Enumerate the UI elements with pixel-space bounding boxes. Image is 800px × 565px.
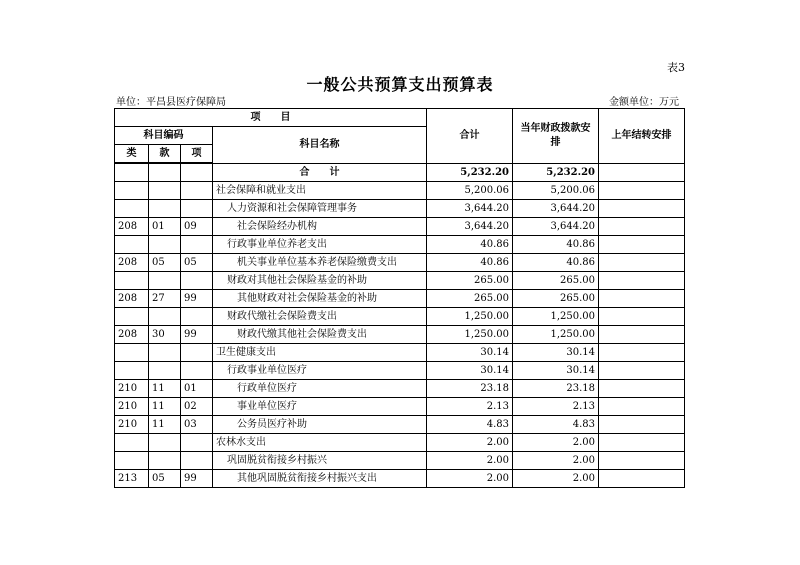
cell-current: 2.00 [513,451,599,469]
header-total: 合计 [427,109,513,164]
cell-total: 4.83 [427,415,513,433]
cell-total: 23.18 [427,379,513,397]
cell-xiang [181,181,213,199]
cell-xiang [181,361,213,379]
cell-xiang: 09 [181,217,213,235]
cell-xiang [181,307,213,325]
cell-xiang: 05 [181,253,213,271]
table-row [115,379,685,397]
cell-name: 事业单位医疗 [213,397,427,415]
cell-total: 2.00 [427,433,513,451]
cell-kuan [149,433,181,451]
cell-xiang [181,271,213,289]
cell-current: 4.83 [513,415,599,433]
budget-table [114,108,685,488]
cell-name: 机关事业单位基本养老保险缴费支出 [213,253,427,271]
cell-total: 40.86 [427,253,513,271]
cell-kuan [149,271,181,289]
cell-total: 30.14 [427,361,513,379]
cell-xiang: 99 [181,289,213,307]
cell-lei [115,343,149,361]
cell-name: 社会保障和就业支出 [213,181,427,199]
total-current: 5,232.20 [513,163,599,181]
cell-kuan: 05 [149,469,181,487]
cell-xiang: 03 [181,415,213,433]
cell-current: 1,250.00 [513,307,599,325]
cell-carry [599,271,685,289]
table-row [115,253,685,271]
cell-kuan: 30 [149,325,181,343]
cell-kuan: 05 [149,253,181,271]
cell-total: 265.00 [427,271,513,289]
cell-lei: 208 [115,253,149,271]
table-row [115,361,685,379]
cell-xiang [181,451,213,469]
cell-lei: 208 [115,289,149,307]
cell-name: 行政单位医疗 [213,379,427,397]
cell-kuan [149,307,181,325]
cell-lei [115,307,149,325]
cell-xiang [181,235,213,253]
cell-carry [599,253,685,271]
cell-total: 2.00 [427,469,513,487]
cell-current: 265.00 [513,271,599,289]
cell-lei [115,181,149,199]
cell-total: 1,250.00 [427,307,513,325]
cell-carry [599,289,685,307]
cell-carry [599,325,685,343]
cell-xiang: 02 [181,397,213,415]
cell-kuan [149,181,181,199]
cell-name: 其他财政对社会保险基金的补助 [213,289,427,307]
table-row [115,271,685,289]
cell-total: 2.00 [427,451,513,469]
cell-current: 5,200.06 [513,181,599,199]
cell-lei: 210 [115,379,149,397]
cell-current: 2.13 [513,397,599,415]
cell-name: 卫生健康支出 [213,343,427,361]
table-row [115,397,685,415]
cell-total: 30.14 [427,343,513,361]
cell-lei: 210 [115,415,149,433]
cell-current: 265.00 [513,289,599,307]
cell-carry [599,181,685,199]
header-current-year: 当年财政拨款安排 [513,109,599,164]
cell-xiang: 99 [181,469,213,487]
cell-current: 3,644.20 [513,217,599,235]
cell-current: 1,250.00 [513,325,599,343]
cell-kuan [149,235,181,253]
table-row [115,433,685,451]
cell-current: 30.14 [513,343,599,361]
cell-total: 2.13 [427,397,513,415]
table-row [115,343,685,361]
unit-label: 单位：平昌县医疗保障局 [116,97,226,108]
cell-lei: 208 [115,217,149,235]
cell-current: 2.00 [513,469,599,487]
cell-name: 公务员医疗补助 [213,415,427,433]
header-kuan: 款 [149,145,181,164]
cell-kuan: 11 [149,397,181,415]
cell-current: 23.18 [513,379,599,397]
total-row [115,163,685,181]
header-xiang: 项 [181,145,213,164]
total-carry [599,163,685,181]
cell-current: 30.14 [513,361,599,379]
header-code-group: 科目编码 [115,127,213,145]
cell-total: 40.86 [427,235,513,253]
cell-name: 社会保险经办机构 [213,217,427,235]
table-row [115,235,685,253]
cell-lei [115,451,149,469]
page-title: 一般公共预算支出预算表 [306,75,494,94]
cell-name: 人力资源和社会保障管理事务 [213,199,427,217]
cell-xiang: 01 [181,379,213,397]
cell-name: 财政代缴社会保险费支出 [213,307,427,325]
cell-carry [599,307,685,325]
cell-carry [599,397,685,415]
total-sum: 5,232.20 [427,163,513,181]
cell-kuan [149,343,181,361]
cell-xiang [181,433,213,451]
cell-carry [599,361,685,379]
table-row [115,289,685,307]
header-name: 科目名称 [213,127,427,164]
total-label: 合 计 [213,163,427,181]
cell-carry [599,235,685,253]
cell-kuan [149,199,181,217]
cell-lei [115,433,149,451]
cell-name: 行政事业单位医疗 [213,361,427,379]
cell-current: 40.86 [513,235,599,253]
cell-carry [599,199,685,217]
table-row [115,199,685,217]
cell-lei [115,271,149,289]
cell-xiang [181,343,213,361]
table-row [115,181,685,199]
cell-xiang [181,199,213,217]
cell-name: 财政对其他社会保险基金的补助 [213,271,427,289]
cell-name: 巩固脱贫衔接乡村振兴 [213,451,427,469]
cell-carry [599,433,685,451]
cell-lei: 213 [115,469,149,487]
cell-total: 5,200.06 [427,181,513,199]
cell-name: 财政代缴其他社会保险费支出 [213,325,427,343]
cell-carry [599,217,685,235]
header-project: 项 目 [115,109,427,127]
header-carryover: 上年结转安排 [599,109,685,164]
table-row [115,415,685,433]
cell-carry [599,451,685,469]
amount-unit-label: 金额单位：万元 [609,97,679,108]
cell-kuan: 01 [149,217,181,235]
cell-carry [599,379,685,397]
cell-total: 3,644.20 [427,199,513,217]
cell-current: 40.86 [513,253,599,271]
cell-current: 3,644.20 [513,199,599,217]
table-row [115,217,685,235]
table-row [115,307,685,325]
cell-kuan [149,451,181,469]
cell-name: 行政事业单位养老支出 [213,235,427,253]
cell-carry [599,415,685,433]
cell-name: 其他巩固脱贫衔接乡村振兴支出 [213,469,427,487]
cell-xiang: 99 [181,325,213,343]
cell-kuan [149,361,181,379]
cell-kuan: 11 [149,379,181,397]
cell-name: 农林水支出 [213,433,427,451]
header-lei: 类 [115,145,149,164]
cell-total: 3,644.20 [427,217,513,235]
cell-total: 265.00 [427,289,513,307]
cell-carry [599,469,685,487]
cell-lei [115,235,149,253]
cell-lei: 208 [115,325,149,343]
cell-current: 2.00 [513,433,599,451]
table-number: 表3 [667,61,685,74]
cell-kuan: 11 [149,415,181,433]
table-row [115,325,685,343]
cell-lei [115,361,149,379]
cell-total: 1,250.00 [427,325,513,343]
cell-kuan: 27 [149,289,181,307]
cell-lei: 210 [115,397,149,415]
cell-lei [115,199,149,217]
table-row [115,469,685,487]
cell-carry [599,343,685,361]
table-row [115,451,685,469]
